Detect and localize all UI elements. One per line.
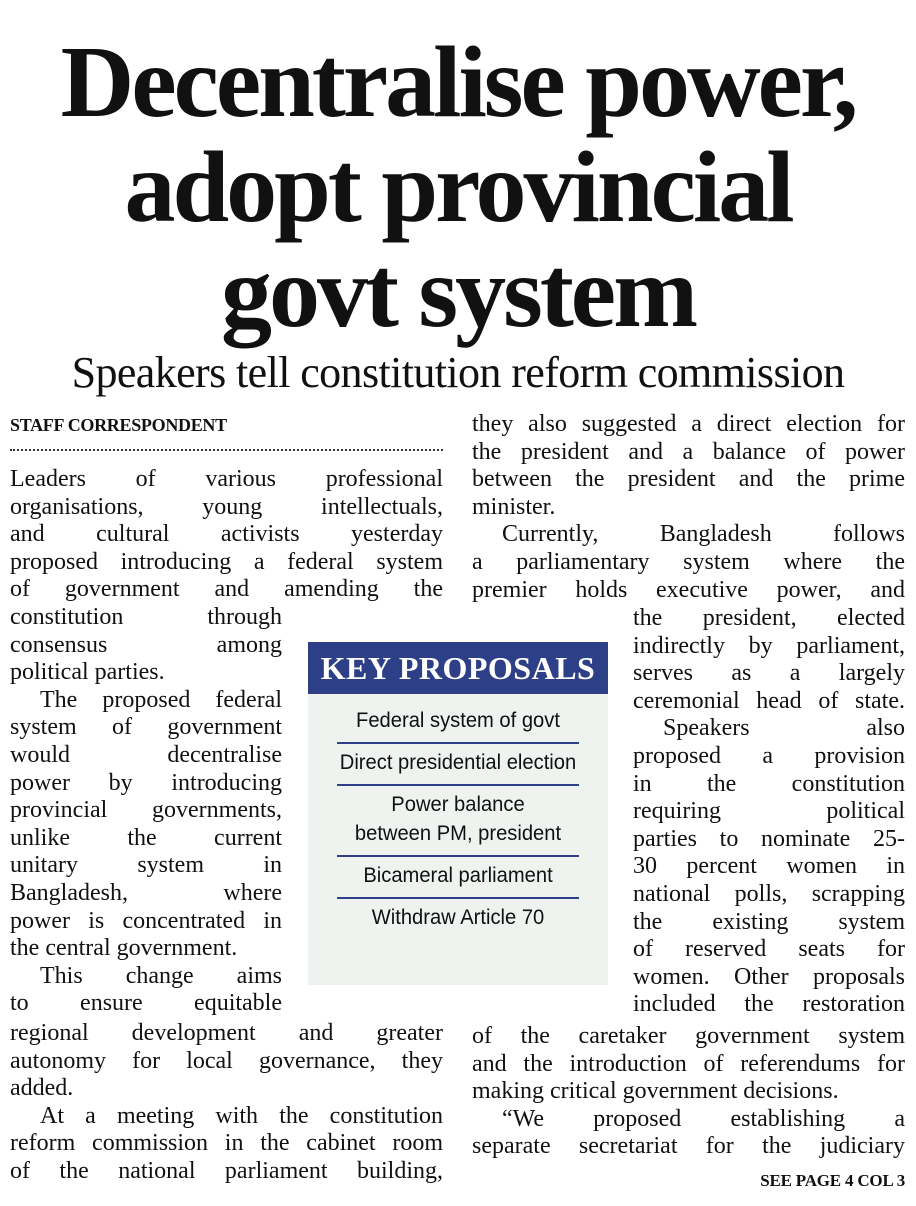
text-line: the central government. — [10, 935, 238, 962]
byline: STAFF CORRESPONDENT — [10, 415, 227, 435]
headline-line-2: adopt provincial — [124, 131, 792, 244]
text-line: proposed introducing a federal system — [10, 548, 443, 575]
proposal-item: Direct presidential election — [337, 744, 579, 786]
text-line: added. — [10, 1075, 74, 1102]
column-1-top — [10, 466, 443, 604]
text-line: “We proposed establishing a — [502, 1105, 905, 1132]
text-line: This change aims — [40, 962, 282, 989]
text-line: making critical government decisions. — [472, 1078, 839, 1105]
text-line: women. Other proposals — [633, 963, 905, 990]
text-line: the president, elected — [633, 605, 905, 631]
text-line: of reserved seats for — [633, 936, 905, 963]
text-line: premier holds executive power, and — [472, 576, 905, 603]
text-line: ceremonial head of state. — [633, 687, 905, 714]
text-line: constitution through — [10, 604, 282, 630]
text-line: provincial governments, — [10, 797, 282, 824]
text-line: and the introduction of referendums for — [472, 1050, 905, 1077]
headline-line-3: govt system — [220, 236, 696, 349]
headline-line-1: Decentralise power, — [60, 26, 856, 139]
text-line: reform commission in the cabinet room — [10, 1130, 443, 1157]
text-line: power by introducing — [10, 769, 282, 796]
text-line: organisations, young intellectuals, — [10, 493, 443, 520]
text-line: The proposed federal — [40, 686, 282, 713]
text-line: would decentralise — [10, 741, 282, 768]
text-line: consensus among — [10, 631, 282, 658]
text-line: unlike the current — [10, 824, 282, 851]
text-line: Currently, Bangladesh follows — [502, 521, 905, 548]
subheadline: Speakers tell constitution reform commission — [71, 348, 845, 397]
text-line: unitary system in — [10, 852, 282, 879]
key-proposals-title: KEY PROPOSALS — [308, 642, 608, 694]
text-line: a parliamentary system where the — [472, 548, 905, 575]
text-line: and cultural activists yesterday — [10, 521, 443, 548]
column-2-top — [472, 411, 905, 604]
key-proposals-box — [308, 642, 608, 985]
text-line: they also suggested a direct election for — [472, 411, 905, 437]
text-line: proposed a provision — [633, 742, 905, 769]
text-line: political parties. — [10, 659, 165, 686]
text-line: Bangladesh, where — [10, 879, 282, 906]
proposal-item: Federal system of govt — [337, 702, 579, 744]
text-line: to ensure equitable — [10, 990, 282, 1017]
text-line: indirectly by parliament, — [633, 632, 905, 659]
text-line: included the restoration — [633, 991, 905, 1018]
text-line: of the caretaker government system — [472, 1023, 905, 1049]
column-1-bottom — [10, 1020, 443, 1186]
text-line: regional development and greater — [10, 1020, 443, 1046]
text-line: the president and a balance of power — [472, 438, 905, 465]
continuation-link[interactable]: SEE PAGE 4 COL 3 — [760, 1171, 905, 1190]
text-line: power is concentrated in — [10, 907, 282, 934]
text-line: the existing system — [633, 908, 905, 935]
text-line: autonomy for local governance, they — [10, 1047, 443, 1074]
text-line: system of government — [10, 714, 282, 741]
proposal-item: Power balance between PM, president — [337, 786, 579, 857]
text-line: At a meeting with the constitution — [40, 1102, 443, 1129]
text-line: serves as a largely — [633, 660, 905, 687]
column-2-bottom — [472, 1023, 905, 1161]
text-line: Speakers also — [663, 715, 905, 742]
column-1-narrow — [10, 604, 282, 1018]
text-line: in the constitution — [633, 770, 905, 797]
proposal-item: Withdraw Article 70 — [371, 906, 545, 929]
text-line: national polls, scrapping — [633, 880, 905, 907]
key-proposals-list — [332, 694, 584, 939]
text-line: parties to nominate 25- — [633, 825, 905, 852]
headline — [0, 26, 916, 349]
column-2-narrow — [633, 605, 905, 1019]
text-line: 30 percent women in — [633, 853, 905, 880]
text-line: of the national parliament building, — [10, 1157, 443, 1184]
text-line: separate secretariat for the judiciary — [472, 1133, 905, 1160]
text-line: requiring political — [633, 798, 905, 825]
text-line: of government and amending the — [10, 576, 443, 603]
text-line: minister. — [472, 493, 556, 520]
byline-divider — [10, 449, 443, 451]
text-line: Leaders of various professional — [10, 466, 443, 492]
proposal-item: Bicameral parliament — [337, 857, 579, 899]
text-line: between the president and the prime — [472, 466, 905, 493]
